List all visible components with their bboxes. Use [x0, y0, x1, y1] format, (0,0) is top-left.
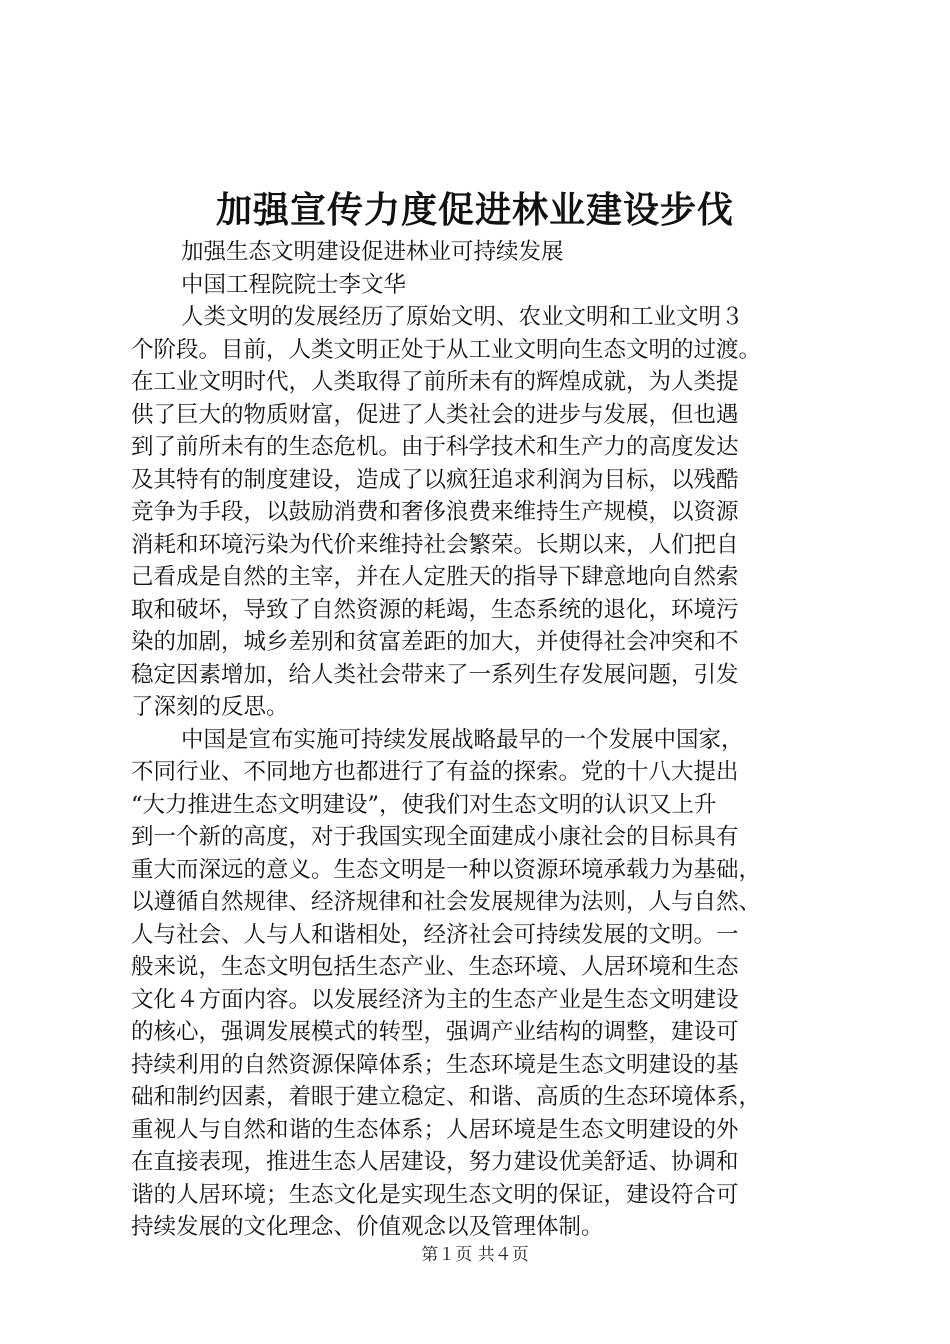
- paragraph-line: 重大而深远的意义。生态文明是一种以资源环境承载力为基础，: [131, 856, 762, 883]
- paragraph-line: 供了巨大的物质财富，促进了人类社会的进步与发展，但也遇: [131, 401, 739, 428]
- document-body: [131, 236, 851, 1244]
- paragraph-line: 础和制约因素，着眼于建立稳定、和谐、高质的生态环境体系，: [131, 1084, 762, 1110]
- paragraph-line: 在直接表现，推进生态人居建设，努力建设优美舒适、协调和: [131, 1149, 739, 1175]
- page-number-footer: 第１页 共４页: [421, 1245, 529, 1265]
- paragraph-line: 消耗和环境污染为代价来维持社会繁荣。长期以来，人们把自: [131, 531, 739, 558]
- paragraph-line: 以遵循自然规律、经济规律和社会发展规律为法则，人与自然、: [131, 889, 762, 915]
- paragraph-line: 稳定因素增加，给人类社会带来了一系列生存发展问题，引发: [131, 661, 739, 688]
- paragraph-line: 竞争为手段，以鼓励消费和奢侈浪费来维持生产规模，以资源: [131, 499, 739, 525]
- paragraph-line: 不同行业、不同地方也都进行了有益的探索。党的十八大提出: [131, 759, 739, 785]
- paragraph-line: 己看成是自然的主宰，并在人定胜天的指导下肆意地向自然索: [131, 564, 739, 590]
- paragraph-line: 重视人与自然和谐的生态体系；人居环境是生态文明建设的外: [131, 1116, 739, 1143]
- paragraph-line: 了深刻的反思。: [131, 694, 289, 720]
- paragraph-line: 染的加剧，城乡差别和贫富差距的加大，并使得社会冲突和不: [131, 629, 739, 655]
- paragraph-line: 持续利用的自然资源保障体系；生态环境是生态文明建设的基: [131, 1051, 739, 1078]
- author-line: 中国工程院院士李文华: [181, 271, 407, 298]
- paragraph-line: “大力推进生态文明建设”，使我们对生态文明的认识又上升: [131, 791, 717, 818]
- document-title: 加强宣传力度促进林业建设步伐: [215, 189, 734, 231]
- paragraph-2: [131, 724, 851, 1244]
- paragraph-line: 到一个新的高度，对于我国实现全面建成小康社会的目标具有: [131, 824, 739, 850]
- paragraph-line: 及其特有的制度建设，造成了以疯狂追求利润为目标，以残酷: [131, 466, 739, 493]
- paragraph-line: 人类文明的发展经历了原始文明、农业文明和工业文明３: [181, 304, 744, 330]
- subtitle: 加强生态文明建设促进林业可持续发展: [181, 239, 564, 265]
- paragraph-line: 取和破坏，导致了自然资源的耗竭，生态系统的退化，环境污: [131, 596, 739, 623]
- paragraph-line: 文化４方面内容。以发展经济为主的生态产业是生态文明建设: [131, 986, 739, 1013]
- paragraph-line: 中国是宣布实施可持续发展战略最早的一个发展中国家，: [181, 726, 744, 753]
- paragraph-1: [131, 301, 851, 724]
- paragraph-line: 到了前所未有的生态危机。由于科学技术和生产力的高度发达: [131, 434, 739, 460]
- paragraph-line: 般来说，生态文明包括生态产业、生态环境、人居环境和生态: [131, 954, 739, 980]
- paragraph-line: 个阶段。目前，人类文明正处于从工业文明向生态文明的过渡。: [131, 336, 762, 363]
- paragraph-line: 的核心，强调发展模式的转型，强调产业结构的调整，建设可: [131, 1019, 739, 1045]
- paragraph-line: 谐的人居环境；生态文化是实现生态文明的保证，建设符合可: [131, 1181, 739, 1208]
- paragraph-line: 在工业文明时代，人类取得了前所未有的辉煌成就，为人类提: [131, 369, 739, 395]
- paragraph-line: 持续发展的文化理念、价值观念以及管理体制。: [131, 1214, 604, 1240]
- paragraph-line: 人与社会、人与人和谐相处，经济社会可持续发展的文明。一: [131, 921, 739, 948]
